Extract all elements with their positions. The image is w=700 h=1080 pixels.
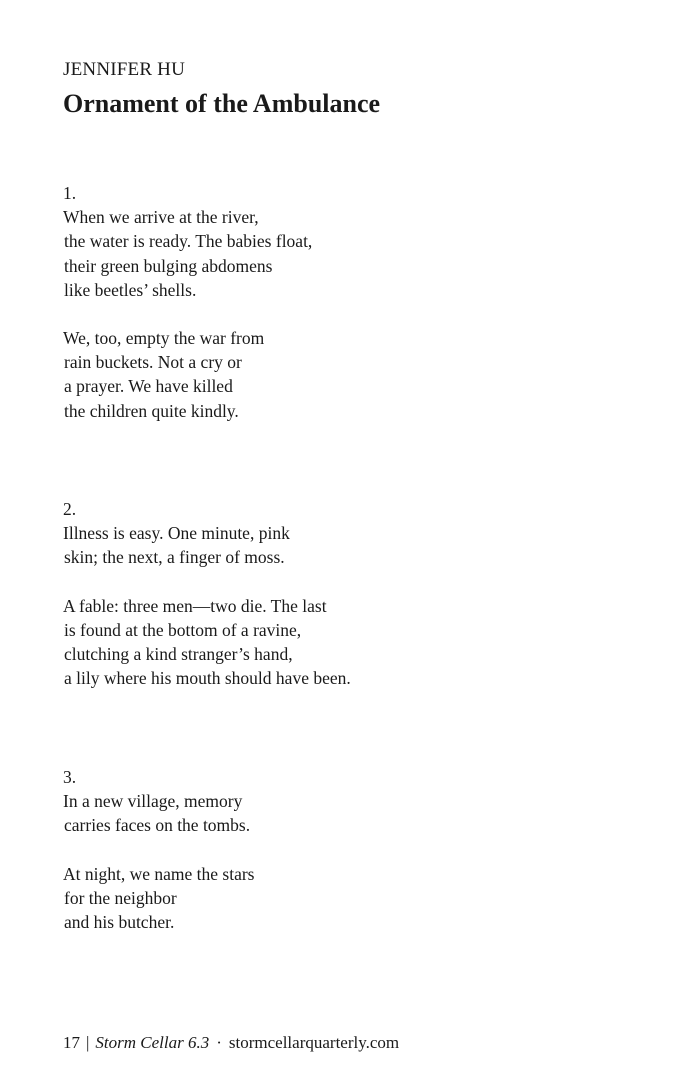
poem-line: for the neighbor — [64, 887, 177, 908]
stanza — [63, 594, 351, 691]
poem-line: When we arrive at the river, — [63, 207, 259, 228]
footer-dot: · — [216, 1033, 222, 1052]
section-number: 1. — [63, 183, 77, 203]
stanza — [63, 326, 312, 423]
stanza — [63, 862, 254, 935]
stanza — [63, 205, 312, 302]
poem-line: skin; the next, a finger of moss. — [64, 547, 285, 568]
poem-section-2 — [63, 497, 351, 690]
poem-line: carries faces on the tombs. — [64, 815, 251, 836]
poem-section-1 — [63, 181, 312, 423]
poem-line: Illness is easy. One minute, pink — [63, 523, 290, 544]
poem-line: the water is ready. The babies float, — [64, 231, 313, 252]
journal-name: Storm Cellar 6.3 — [95, 1033, 210, 1052]
poem-line: is found at the bottom of a ravine, — [64, 619, 302, 640]
poem-line: the children quite kindly. — [64, 400, 239, 421]
poem-line: like beetles’ shells. — [64, 279, 197, 300]
poem-title: Ornament of the Ambulance — [63, 89, 381, 118]
page-footer — [63, 1031, 399, 1055]
page-number: 17 — [63, 1033, 80, 1052]
poem-line: clutching a kind stranger’s hand, — [64, 644, 293, 665]
stanza — [63, 521, 351, 569]
poem-line: At night, we name the stars — [63, 863, 255, 884]
poem-line: and his butcher. — [64, 912, 175, 933]
section-number: 3. — [63, 767, 77, 787]
poem-line: A fable: three men—two die. The last — [63, 595, 327, 616]
website-url: stormcellarquarterly.com — [228, 1033, 400, 1052]
poem-section-3 — [63, 765, 254, 934]
poem-line: a lily where his mouth should have been. — [64, 668, 351, 689]
author-name: JENNIFER HU — [63, 59, 186, 80]
poem-line: their green bulging abdomens — [64, 255, 273, 276]
poem-line: rain buckets. Not a cry or — [64, 352, 242, 373]
section-number: 2. — [63, 499, 77, 519]
footer-separator: | — [86, 1033, 90, 1052]
poem-line: We, too, empty the war from — [63, 328, 265, 349]
poem-line: a prayer. We have killed — [64, 376, 233, 397]
poem-line: In a new village, memory — [63, 791, 243, 812]
stanza — [63, 789, 254, 837]
